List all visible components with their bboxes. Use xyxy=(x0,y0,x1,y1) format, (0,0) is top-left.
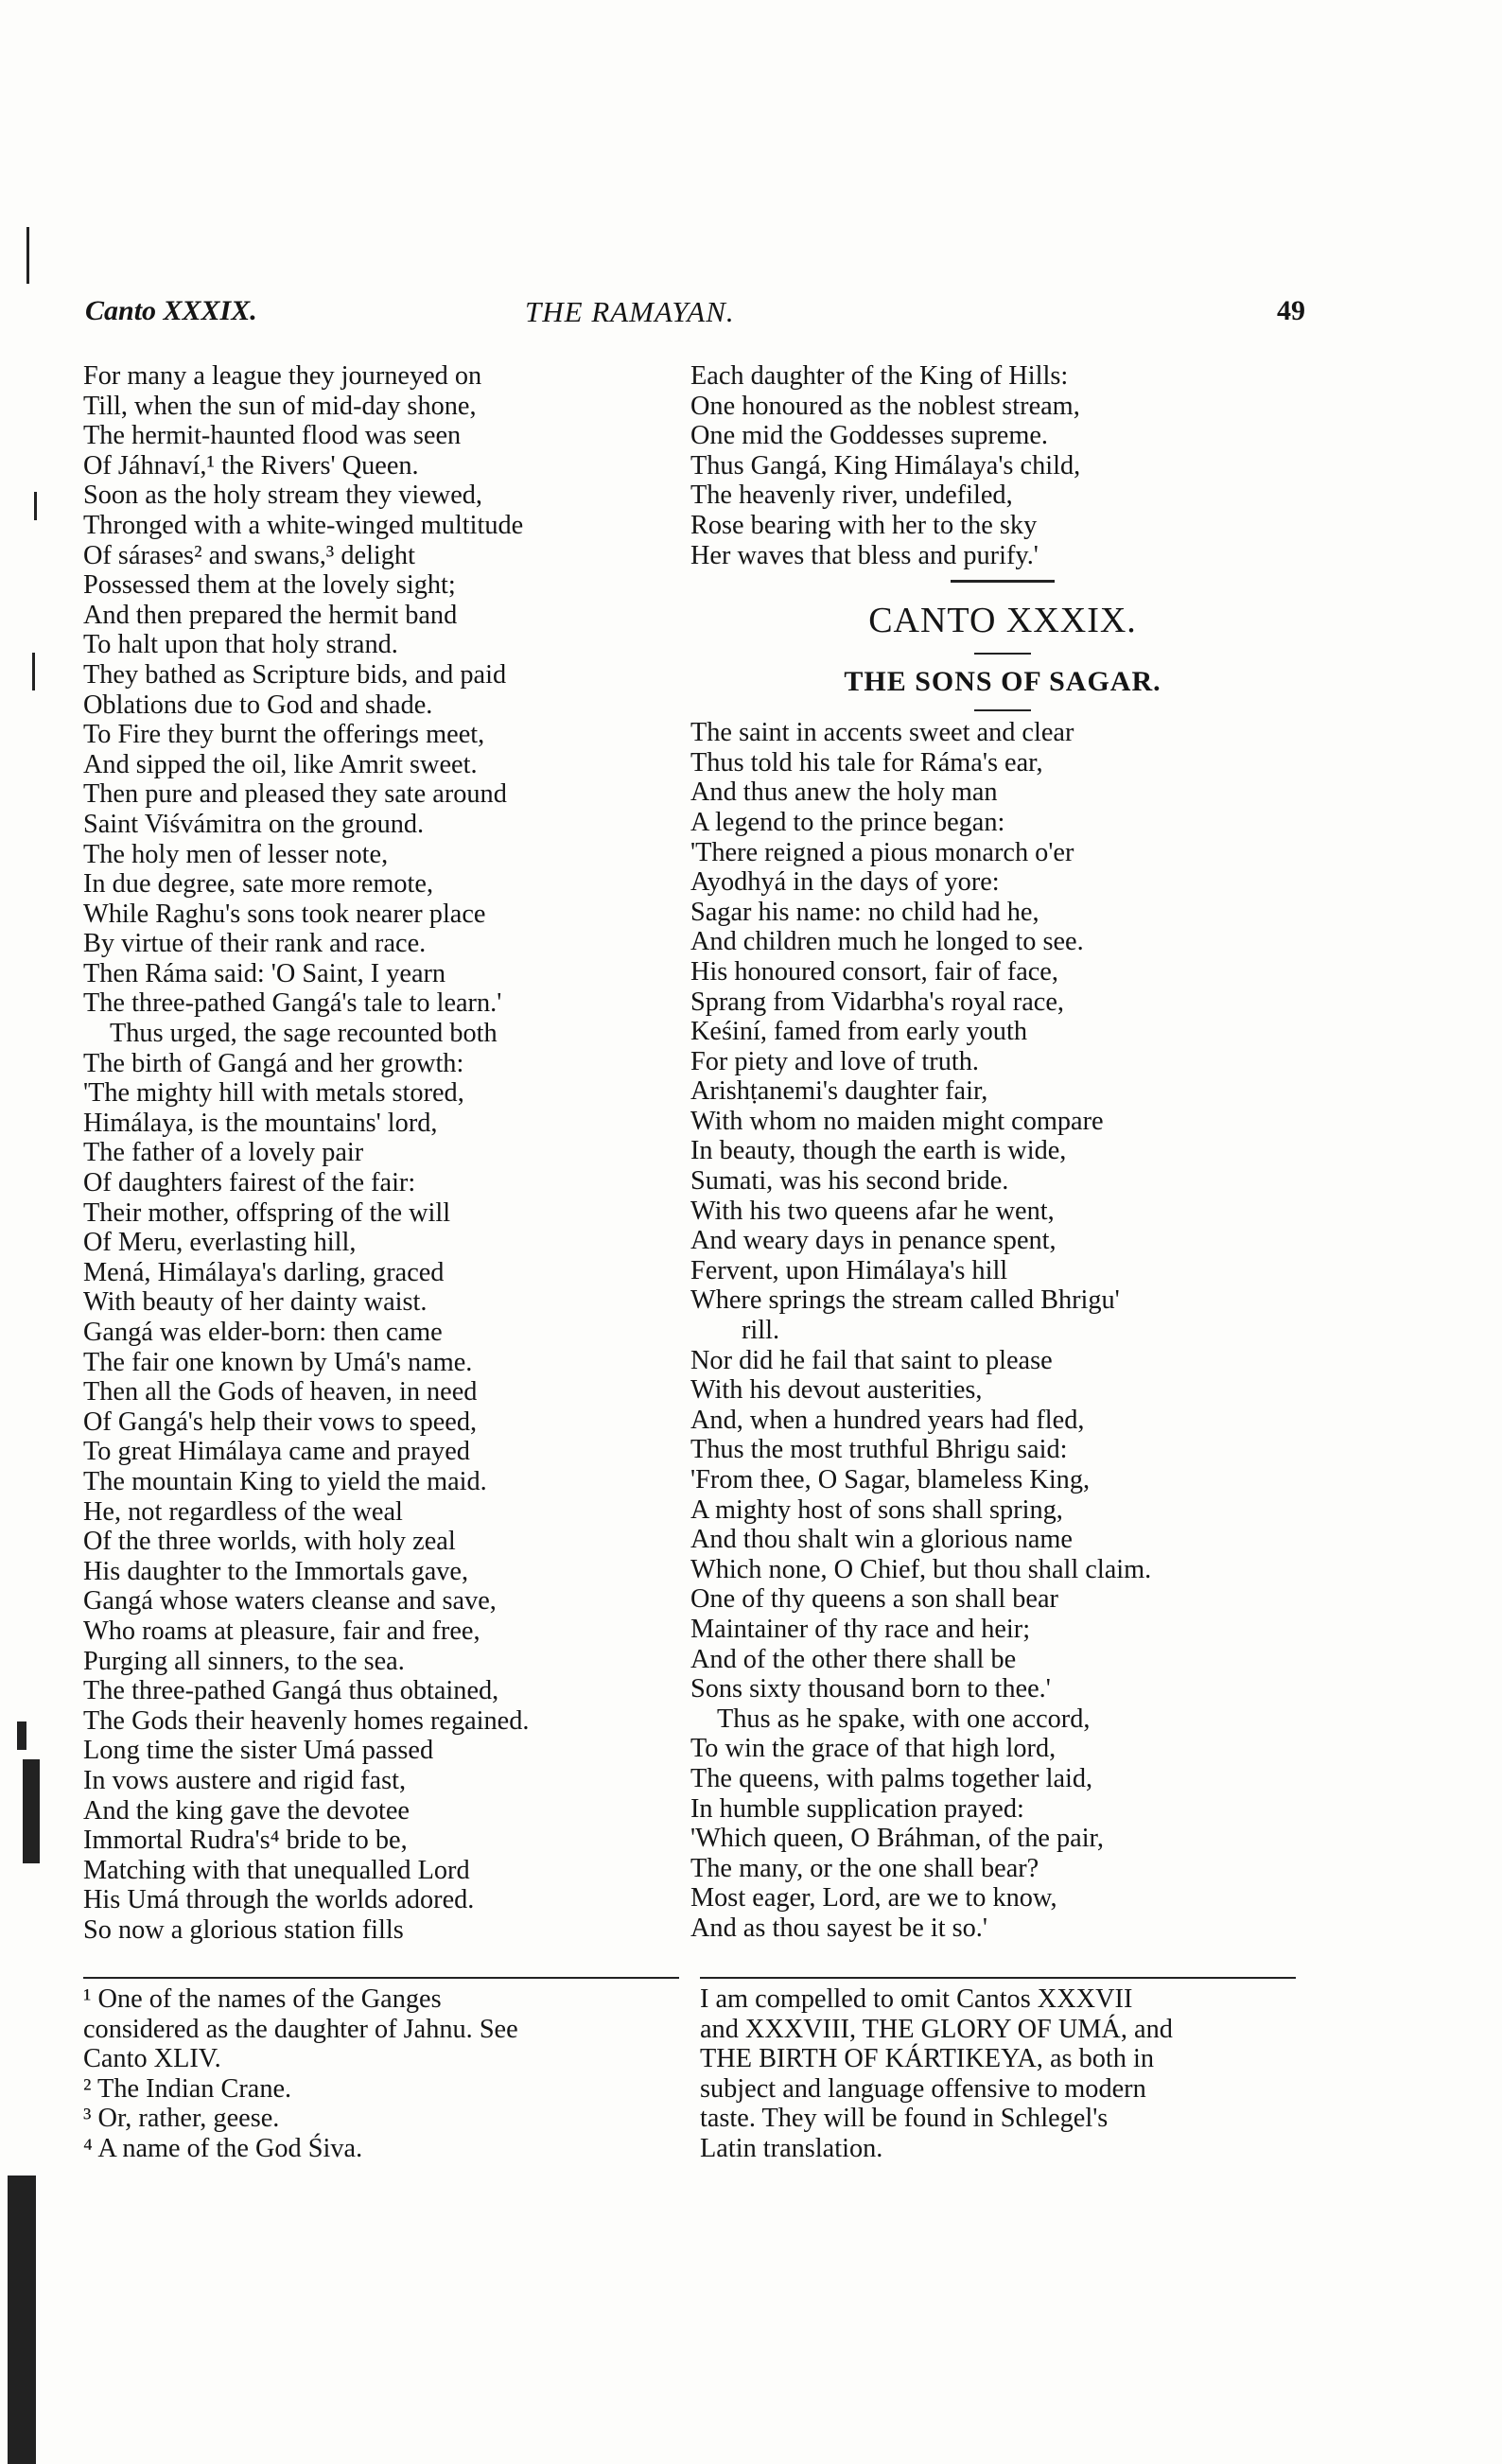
verse-line: rill. xyxy=(742,1316,780,1346)
verse-line: Rose bearing with her to the sky xyxy=(690,510,1038,540)
footnotes-right xyxy=(700,1984,1315,2164)
verse-line: Possessed them at the lovely sight; xyxy=(83,570,456,601)
verse-line: And thus anew the holy man xyxy=(690,778,998,808)
verse-line: And of the other there shall be xyxy=(690,1644,1017,1674)
footnote-line: ⁴ A name of the God Śiva. xyxy=(83,2133,363,2163)
verse-line: With his two queens afar he went, xyxy=(690,1196,1055,1226)
right-column xyxy=(690,361,1315,1944)
verse-line: In vows austere and rigid fast, xyxy=(83,1765,407,1795)
verse-line: Of the three worlds, with holy zeal xyxy=(83,1527,456,1557)
verse-line: Their mother, offspring of the will xyxy=(83,1197,451,1228)
verse-line: The many, or the one shall bear? xyxy=(690,1853,1039,1883)
verse-line: Sagar his name: no child had he, xyxy=(690,897,1039,927)
verse-line: Fervent, upon Himálaya's hill xyxy=(690,1255,1008,1285)
verse-line: With whom no maiden might compare xyxy=(690,1106,1104,1136)
verse-line: Then Ráma said: 'O Saint, I yearn xyxy=(83,958,446,988)
footnote-line: THE BIRTH OF KÁRTIKEYA, as both in xyxy=(700,2044,1154,2074)
verse-line: Immortal Rudra's⁴ bride to be, xyxy=(83,1826,408,1856)
verse-line: A legend to the prince began: xyxy=(690,807,1005,837)
verse-line: The saint in accents sweet and clear xyxy=(690,718,1074,748)
verse-line: Thus urged, the sage recounted both xyxy=(110,1019,498,1049)
binding-gutter xyxy=(0,0,57,2464)
verse-line: Sprang from Vidarbha's royal race, xyxy=(690,987,1064,1017)
verse-line: In beauty, though the earth is wide, xyxy=(690,1136,1067,1166)
verse-line: To great Himálaya came and prayed xyxy=(83,1437,470,1467)
verse-line: The three-pathed Gangá thus obtained, xyxy=(83,1676,499,1706)
verse-line: 'From thee, O Sagar, blameless King, xyxy=(690,1465,1091,1494)
verse-line: Each daughter of the King of Hills: xyxy=(690,361,1069,391)
verse-line: The queens, with palms together laid, xyxy=(690,1763,1093,1793)
verse-line: His daughter to the Immortals gave, xyxy=(83,1556,469,1586)
verse-line: And sipped the oil, like Amrit sweet. xyxy=(83,749,478,779)
verse-line: Where springs the stream called Bhrigu' xyxy=(690,1285,1120,1316)
verse-line: Her waves that bless and purify.' xyxy=(690,540,1039,570)
footnote-line: and XXXVIII, THE GLORY OF UMÁ, and xyxy=(700,2014,1173,2044)
verse-line: Thus Gangá, King Himálaya's child, xyxy=(690,450,1081,481)
verse-line: One mid the Goddesses supreme. xyxy=(690,421,1049,451)
verse-line: Thronged with a white-winged multitude xyxy=(83,510,524,540)
footnote-line: ² The Indian Crane. xyxy=(83,2073,292,2104)
footnote-line: taste. They will be found in Schlegel's xyxy=(700,2104,1109,2134)
verse-line: Sons sixty thousand born to thee.' xyxy=(690,1674,1051,1704)
footnote-line: ³ Or, rather, geese. xyxy=(83,2104,280,2134)
verse-line: And the king gave the devotee xyxy=(83,1795,410,1826)
verse-line: Saint Viśvámitra on the ground. xyxy=(83,809,425,839)
verse-line: Of Gangá's help their vows to speed, xyxy=(83,1407,478,1437)
verse-line: Then pure and pleased they sate around xyxy=(83,779,507,810)
verse-line: Thus as he spake, with one accord, xyxy=(717,1704,1091,1734)
verse-line: And weary days in penance spent, xyxy=(690,1226,1057,1256)
verse-line: Ayodhyá in the days of yore: xyxy=(690,867,1000,898)
verse-line: Arishṭanemi's daughter fair, xyxy=(690,1076,988,1107)
verse-line: His honoured consort, fair of face, xyxy=(690,956,1058,987)
verse-line: To halt upon that holy strand. xyxy=(83,630,398,660)
verse-line: Thus told his tale for Ráma's ear, xyxy=(690,747,1043,778)
verse-line: One honoured as the noblest stream, xyxy=(690,391,1080,421)
verse-line: Sumati, was his second bride. xyxy=(690,1166,1009,1197)
verse-line: And thou shalt win a glorious name xyxy=(690,1525,1073,1555)
verse-line: Nor did he fail that saint to please xyxy=(690,1345,1053,1375)
short-rule xyxy=(690,703,1315,718)
verse-line: In humble supplication prayed: xyxy=(690,1793,1024,1824)
gutter-mark xyxy=(17,1721,26,1750)
verse-line: Of sárases² and swans,³ delight xyxy=(83,540,415,570)
verse-line: The heavenly river, undefiled, xyxy=(690,481,1013,511)
verse-line: The fair one known by Umá's name. xyxy=(83,1347,473,1377)
verse-line: 'There reigned a pious monarch o'er xyxy=(690,837,1074,867)
verse-line: Who roams at pleasure, fair and free, xyxy=(83,1616,480,1646)
verse-line: Of Jáhnaví,¹ the Rivers' Queen. xyxy=(83,450,419,481)
verse-line: Soon as the holy stream they viewed, xyxy=(83,481,483,511)
gutter-mark xyxy=(34,492,37,520)
verse-line: For piety and love of truth. xyxy=(690,1046,979,1076)
verse-line: Then all the Gods of heaven, in need xyxy=(83,1377,478,1407)
footnote-line: Latin translation. xyxy=(700,2133,883,2163)
footnote-line: I am compelled to omit Cantos XXXVII xyxy=(700,1984,1133,2014)
header-canto: Canto XXXIX. xyxy=(85,295,257,326)
verse-line: With beauty of her dainty waist. xyxy=(83,1287,428,1318)
gutter-mark xyxy=(23,1759,40,1863)
verse-line: So now a glorious station fills xyxy=(83,1914,404,1945)
verse-line: Gangá whose waters cleanse and save, xyxy=(83,1586,497,1616)
footnote-line: Canto XLIV. xyxy=(83,2044,221,2074)
verse-line: And then prepared the hermit band xyxy=(83,600,458,630)
verse-line: They bathed as Scripture bids, and paid xyxy=(83,659,507,690)
verse-line: For many a league they journeyed on xyxy=(83,361,482,391)
verse-line: 'The mighty hill with metals stored, xyxy=(83,1078,464,1109)
verse-line: Of Meru, everlasting hill, xyxy=(83,1228,357,1258)
page-number: 49 xyxy=(1277,295,1305,326)
footnote-line: ¹ One of the names of the Ganges xyxy=(83,1984,442,2014)
verse-line: Gangá was elder-born: then came xyxy=(83,1318,443,1347)
verse-line: Which none, O Chief, but thou shall claim. xyxy=(690,1554,1152,1584)
verse-line: A mighty host of sons shall spring, xyxy=(690,1494,1063,1525)
footnote-rule-right xyxy=(700,1977,1296,1979)
verse-line: Mená, Himálaya's darling, graced xyxy=(83,1257,445,1287)
verse-line: And, when a hundred years had fled, xyxy=(690,1405,1085,1435)
footnote-rule-left xyxy=(83,1977,679,1979)
verse-line: Purging all sinners, to the sea. xyxy=(83,1646,405,1676)
verse-line: Most eager, Lord, are we to know, xyxy=(690,1883,1057,1914)
verse-line: Till, when the sun of mid-day shone, xyxy=(83,391,477,421)
verse-line: The holy men of lesser note, xyxy=(83,839,389,869)
verse-line: 'Which queen, O Bráhman, of the pair, xyxy=(690,1824,1104,1854)
verse-line: To Fire they burnt the offerings meet, xyxy=(83,720,485,750)
gutter-mark xyxy=(26,227,29,284)
verse-line: The mountain King to yield the maid. xyxy=(83,1466,487,1496)
footnote-line: subject and language offensive to modern xyxy=(700,2073,1146,2104)
verse-line: Matching with that unequalled Lord xyxy=(83,1855,470,1885)
verse-line: By virtue of their rank and race. xyxy=(83,929,427,959)
footnote-line: considered as the daughter of Jahnu. See xyxy=(83,2014,518,2044)
verse-line: One of thy queens a son shall bear xyxy=(690,1584,1058,1615)
verse-line: Long time the sister Umá passed xyxy=(83,1736,434,1766)
verse-line: And as thou sayest be it so.' xyxy=(690,1913,987,1943)
verse-line: The Gods their heavenly homes regained. xyxy=(83,1705,530,1736)
verse-line: With his devout austerities, xyxy=(690,1375,983,1406)
verse-line: The birth of Gangá and her growth: xyxy=(83,1048,464,1078)
header-book-title: THE RAMAYAN. xyxy=(525,295,735,328)
verse-line: To win the grace of that high lord, xyxy=(690,1734,1057,1764)
verse-line: In due degree, sate more remote, xyxy=(83,869,434,900)
canto-subheading: THE SONS OF SAGAR. xyxy=(844,666,1161,698)
verse-line: Himálaya, is the mountains' lord, xyxy=(83,1108,438,1138)
verse-line: And children much he longed to see. xyxy=(690,927,1084,957)
left-column xyxy=(83,361,689,1945)
verse-line: The father of a lovely pair xyxy=(83,1138,364,1168)
short-rule xyxy=(690,646,1315,661)
verse-line: While Raghu's sons took nearer place xyxy=(83,899,486,929)
verse-line: Oblations due to God and shade. xyxy=(83,690,433,720)
verse-line: He, not regardless of the weal xyxy=(83,1496,403,1527)
canto-heading: CANTO XXXIX. xyxy=(868,601,1137,641)
ornament-rule xyxy=(690,570,1315,591)
verse-line: Keśiní, famed from early youth xyxy=(690,1017,1027,1047)
verse-line: Thus the most truthful Bhrigu said: xyxy=(690,1435,1068,1465)
verse-line: The three-pathed Gangá's tale to learn.' xyxy=(83,988,502,1019)
gutter-mark xyxy=(32,653,35,690)
footnotes-left xyxy=(83,1984,689,2164)
verse-line: Maintainer of thy race and heir; xyxy=(690,1614,1031,1644)
verse-line: The hermit-haunted flood was seen xyxy=(83,421,462,451)
verse-line: Of daughters fairest of the fair: xyxy=(83,1168,416,1198)
gutter-mark xyxy=(8,2176,36,2464)
page-header xyxy=(85,295,1305,342)
verse-line: His Umá through the worlds adored. xyxy=(83,1885,475,1915)
